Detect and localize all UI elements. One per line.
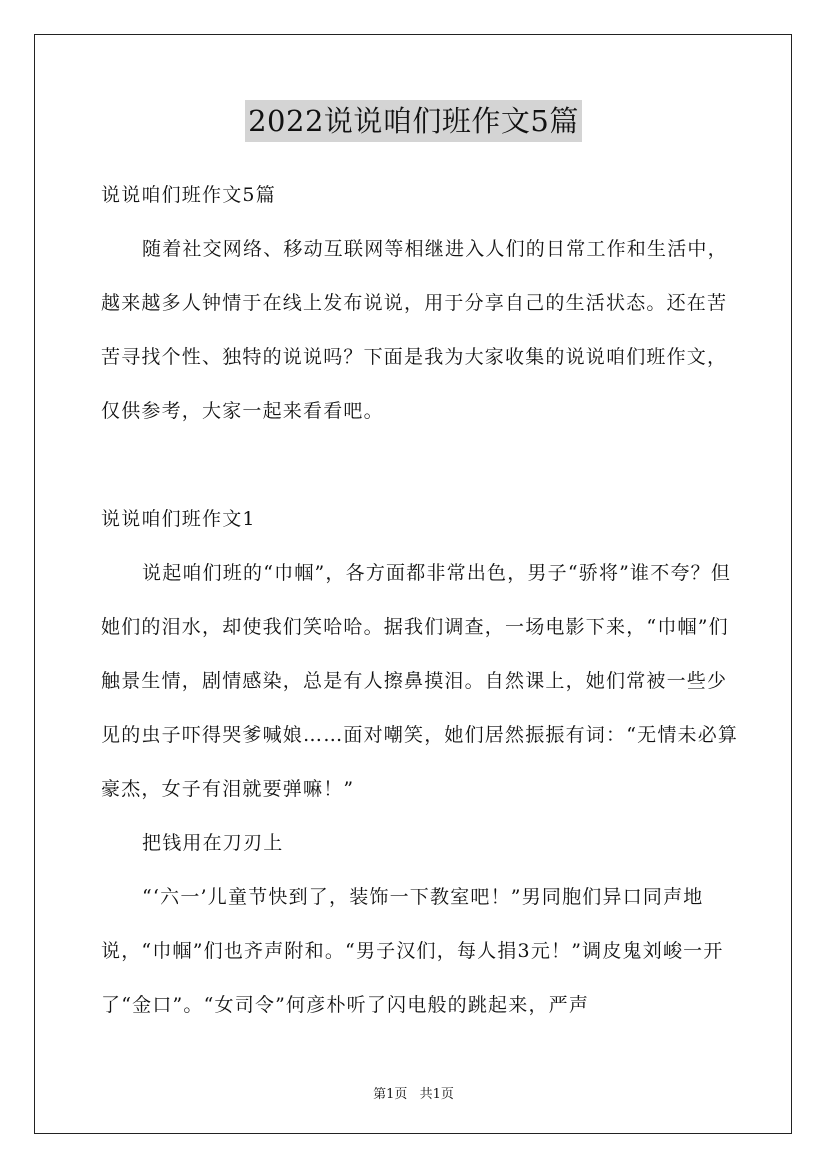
body-paragraph-1: 说起咱们班的“巾帼”，各方面都非常出色，男子“骄将”谁不夸？但她们的泪水，却使我们笑哈哈。据我们调查，一场电影下来，“巾帼”们触景生情，剧情感染，总是有人擦鼻摸泪。自然课上，她们常被一些少见的虫子吓得哭爹喊娘……面对嘲笑，她们居然振振有词：“无情未必算豪杰，女子有泪就要弹嘛！” <box>101 562 739 800</box>
intro-paragraph: 随着社交网络、移动互联网等相继进入人们的日常工作和生活中，越来越多人钟情于在线上发布说说，用于分享自己的生活状态。还在苦苦寻找个性、独特的说说吗？下面是我为大家收集的说说咱们班作文，仅供参考，大家一起来看看吧。 <box>101 238 728 422</box>
page-footer <box>0 1083 827 1102</box>
document-body <box>101 168 741 1032</box>
section-heading: 说说咱们班作文1 <box>101 508 256 530</box>
body-paragraph-2: 把钱用在刀刃上 <box>142 832 284 854</box>
document-subtitle: 说说咱们班作文5篇 <box>101 184 276 206</box>
document-title: 2022说说咱们班作文5篇 <box>245 100 582 142</box>
title-container <box>0 100 827 142</box>
page-number: 第1页 <box>373 1087 408 1102</box>
body-paragraph-3: “‘六一’儿童节快到了，装饰一下教室吧！”男同胞们异口同声地说，“巾帼”们也齐声附和。“男子汉们，每人捐3元！”调皮鬼刘峻一开了“金口”。“女司令”何彦朴听了闪电般的跳起来，严声 <box>101 886 724 1016</box>
page-total: 共1页 <box>419 1087 454 1102</box>
